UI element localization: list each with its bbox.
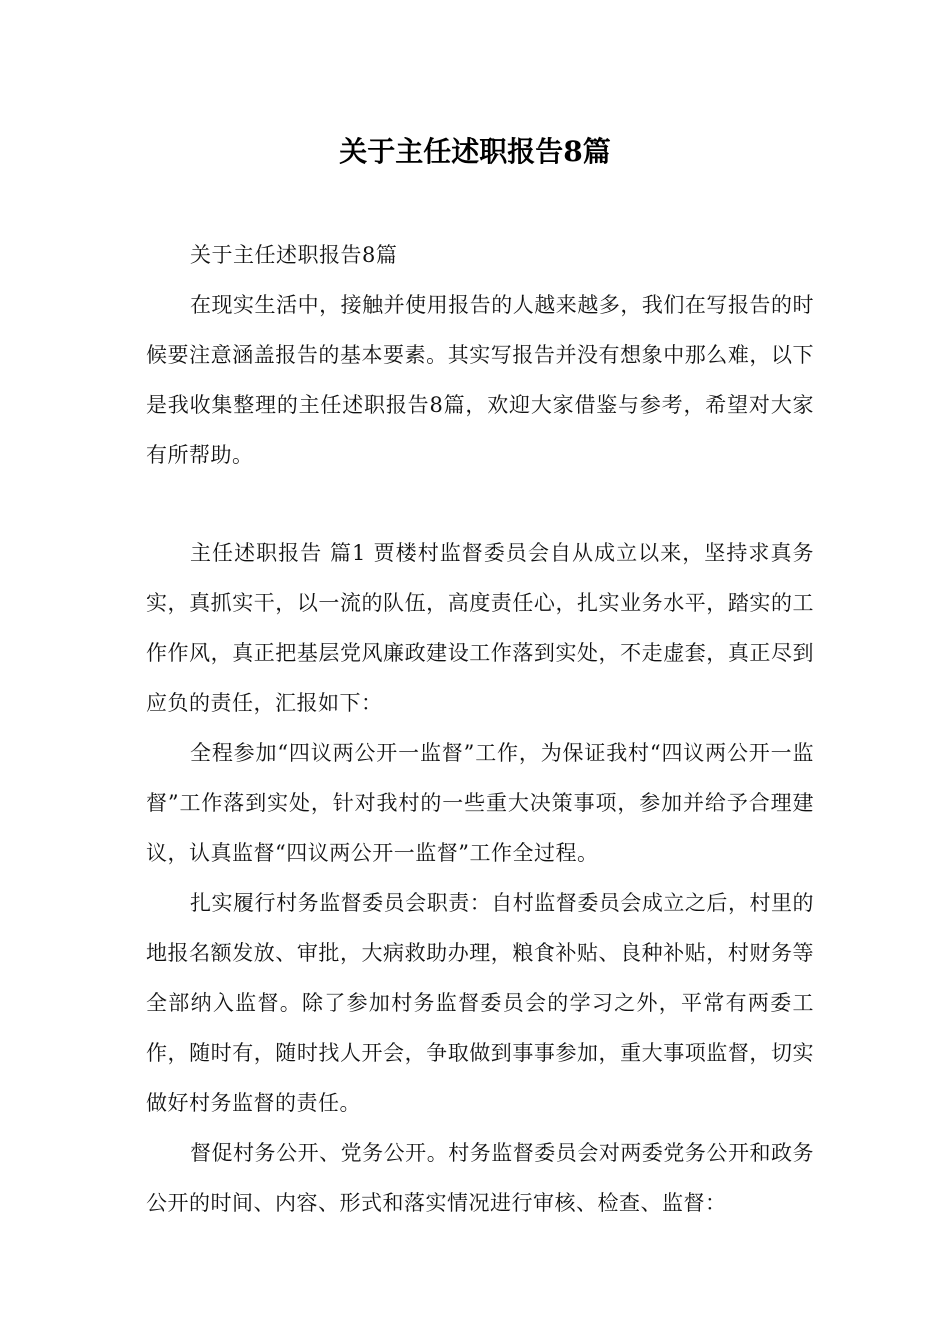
paragraph-subtitle: 关于主任述职报告8篇 xyxy=(190,243,398,267)
document-title: 关于主任述职报告8篇 xyxy=(339,135,611,168)
paragraph-duties: 扎实履行村务监督委员会职责：自村监督委员会成立之后，村里的地报名额发放、审批，大病救助办理，粮食补贴、良种补贴，村财务等全部纳入监督。除了参加村务监督委员会的学习之外，平常有两委工作，随时有，随时找人开会，争取做到事事参加，重大事项监督，切实做好村务监督的责任。 xyxy=(146,891,814,1115)
paragraph-gap xyxy=(146,480,814,528)
paragraph-report-1: 主任述职报告 篇1 贾楼村监督委员会自从成立以来，坚持求真务实，真抓实干，以一流的队伍，高度责任心，扎实业务水平，踏实的工作作风，真正把基层党风廉政建设工作落到实处，不走虚套，真正尽到应负的责任，汇报如下： xyxy=(146,541,814,715)
document-body xyxy=(146,230,814,1228)
paragraph-transparency: 督促村务公开、党务公开。村务监督委员会对两委党务公开和政务公开的时间、内容、形式和落实情况进行审核、检查、监督： xyxy=(146,1141,814,1215)
paragraph-four-discussions: 全程参加“四议两公开一监督”工作，为保证我村“四议两公开一监督”工作落到实处，针对我村的一些重大决策事项，参加并给予合理建议，认真监督“四议两公开一监督”工作全过程。 xyxy=(146,741,814,865)
paragraph-intro: 在现实生活中，接触并使用报告的人越来越多，我们在写报告的时候要注意涵盖报告的基本要素。其实写报告并没有想象中那么难，以下是我收集整理的主任述职报告8篇，欢迎大家借鉴与参考，希望对大家有所帮助。 xyxy=(146,293,814,467)
